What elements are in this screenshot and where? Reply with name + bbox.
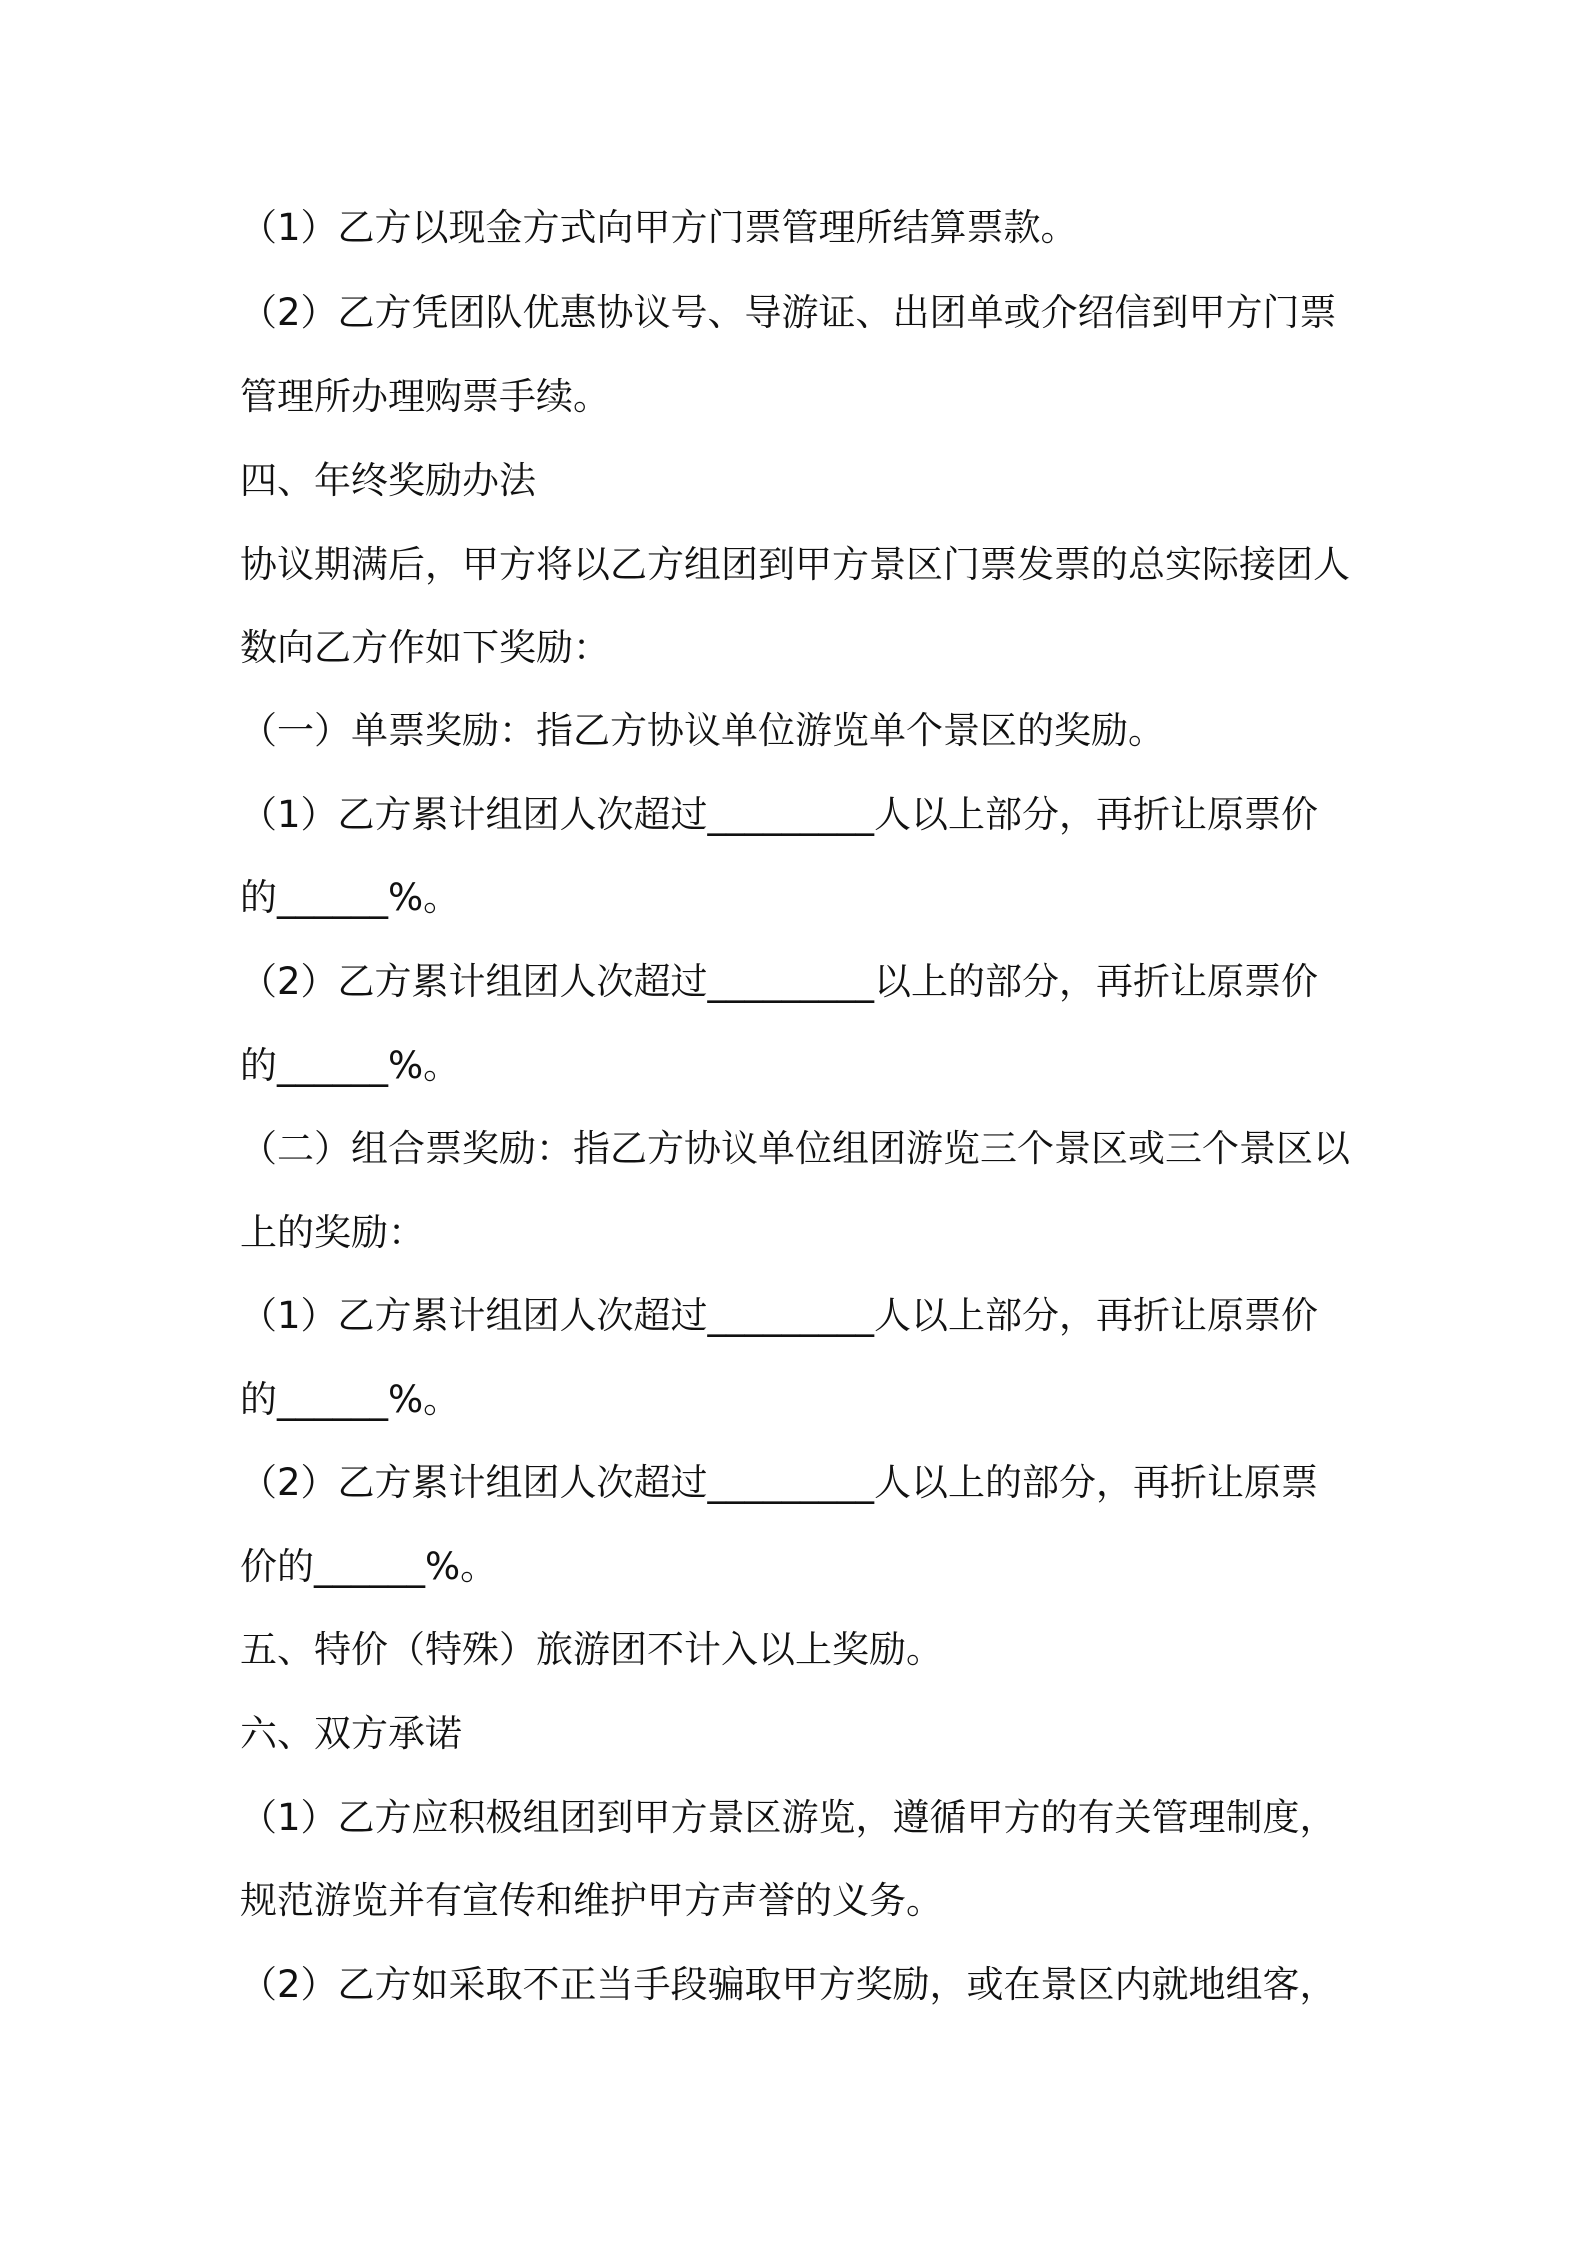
text-line: 规范游览并有宣传和维护甲方声誉的义务。 xyxy=(240,1879,943,1922)
text-line: （二）组合票奖励：指乙方协议单位组团游览三个景区或三个景区以 xyxy=(240,1127,1350,1170)
text-line: （2）乙方累计组团人次超过_________以上的部分，再折让原票价 xyxy=(240,960,1319,1003)
text-line: （2）乙方凭团队优惠协议号、导游证、出团单或介绍信到甲方门票 xyxy=(240,291,1337,334)
text-line: 的______%。 xyxy=(240,1044,461,1087)
section-heading: 六、双方承诺 xyxy=(240,1712,462,1755)
text-line: 数向乙方作如下奖励： xyxy=(240,626,610,669)
section-heading: 五、特价（特殊）旅游团不计入以上奖励。 xyxy=(240,1628,943,1671)
text-line: （2）乙方如采取不正当手段骗取甲方奖励，或在景区内就地组客， xyxy=(240,1963,1337,2006)
text-line: （一）单票奖励：指乙方协议单位游览单个景区的奖励。 xyxy=(240,709,1165,752)
text-line: 协议期满后，甲方将以乙方组团到甲方景区门票发票的总实际接团人 xyxy=(240,543,1350,586)
text-line: （1）乙方以现金方式向甲方门票管理所结算票款。 xyxy=(240,206,1078,249)
text-line: 上的奖励： xyxy=(240,1211,425,1254)
text-line: 价的______%。 xyxy=(240,1545,498,1588)
text-line: （1）乙方累计组团人次超过_________人以上部分，再折让原票价 xyxy=(240,1294,1319,1337)
section-heading: 四、年终奖励办法 xyxy=(240,459,536,502)
text-line: （2）乙方累计组团人次超过_________人以上的部分，再折让原票 xyxy=(240,1461,1319,1504)
text-line: 管理所办理购票手续。 xyxy=(240,375,610,418)
text-line: 的______%。 xyxy=(240,1378,461,1421)
text-line: 的______%。 xyxy=(240,876,461,919)
text-line: （1）乙方累计组团人次超过_________人以上部分，再折让原票价 xyxy=(240,793,1319,836)
text-line: （1）乙方应积极组团到甲方景区游览，遵循甲方的有关管理制度， xyxy=(240,1796,1337,1839)
